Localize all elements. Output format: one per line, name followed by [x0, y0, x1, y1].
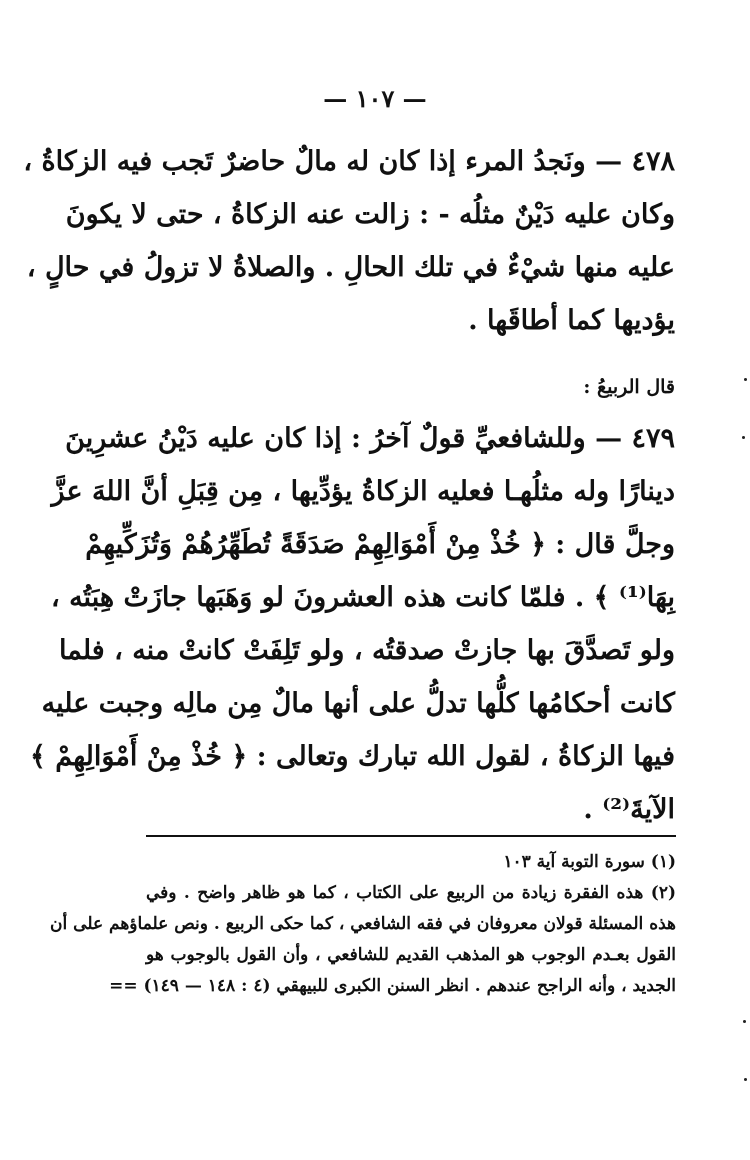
text-line: وكان عليه دَيْنٌ مثلُه - : زالت عنه الزكاةُ ، حتى لا يكونَ [65, 199, 675, 230]
text-line: وجلَّ قال : ﴿ خُذْ مِنْ أَمْوَالِهِمْ صَدَقَةً تُطَهِّرُهُمْ وَتُزَكِّيهِمْ [85, 529, 675, 560]
scan-speck [742, 436, 745, 439]
text-line: بِهَا⁽¹⁾ ﴾ . فلمّا كانت هذه العشرونَ لو وَهَبَها جازَتْ هِبَتُه ، [50, 582, 675, 613]
footnote-divider [146, 835, 676, 837]
footnotes [50, 847, 676, 1002]
text-line: ولو تَصدَّقَ بها جازتْ صدقتُه ، ولو تَلِفَتْ كانتْ منه ، فلما [59, 635, 675, 666]
paragraph-478 [23, 135, 675, 347]
footnote-line: القول بعـدم الوجوب هو المذهب القديم للشافعي ، وأن القول بالوجوب هو [146, 945, 676, 965]
footnote-line: هذه المسئلة قولان معروفان في فقه الشافعي ، كما حكى الربيع . ونص علماؤهم على أن [50, 914, 676, 934]
text-line: دينارًا وله مثلُهـا فعليه الزكاةُ يؤدِّيها ، مِن قِبَلِ أنَّ اللهَ عزَّ [51, 476, 675, 507]
footnote-line: (٢) هذه الفقرة زيادة من الربيع على الكتاب ، كما هو ظاهر واضح . وفي [146, 883, 676, 903]
page-number: — ١٠٧ — [323, 84, 427, 113]
text-line: ٤٧٨ — ونَجدُ المرء إذا كان له مالٌ حاضرٌ تَجب فيه الزكاةُ ، [23, 146, 675, 177]
scan-speck [744, 1078, 747, 1081]
text-line: عليه منها شيْءٌ في تلك الحالِ . والصلاةُ لا تزولُ في حالٍ ، [26, 252, 675, 283]
speaker-label: قال الربيعُ : [583, 376, 675, 398]
text-line: الآيةَ⁽²⁾ . [583, 794, 675, 825]
text-line: ٤٧٩ — وللشافعيِّ قولٌ آخرُ : إذا كان عليه دَيْنُ عشرِينَ [65, 423, 675, 454]
scan-speck [743, 1020, 746, 1023]
text-line: يؤديها كما أطاقَها . [468, 305, 675, 336]
paragraph-479 [30, 412, 675, 836]
scan-speck [744, 378, 747, 381]
footnote-line: (١) سورة التوبة آية ١٠٣ [503, 852, 676, 872]
text-line: فيها الزكاةُ ، لقول الله تبارك وتعالى : ﴿ خُذْ مِنْ أَمْوَالِهِمْ ﴾ [30, 741, 675, 772]
footnote-line: الجديد ، وأنه الراجح عندهم . انظر السنن الكبرى للبيهقي (٤ : ١٤٨ — ١٤٩) == [109, 976, 676, 996]
text-line: كانت أحكامُها كلُّها تدلُّ على أنها مالٌ مِن مالِه وجبت عليه [41, 688, 675, 719]
